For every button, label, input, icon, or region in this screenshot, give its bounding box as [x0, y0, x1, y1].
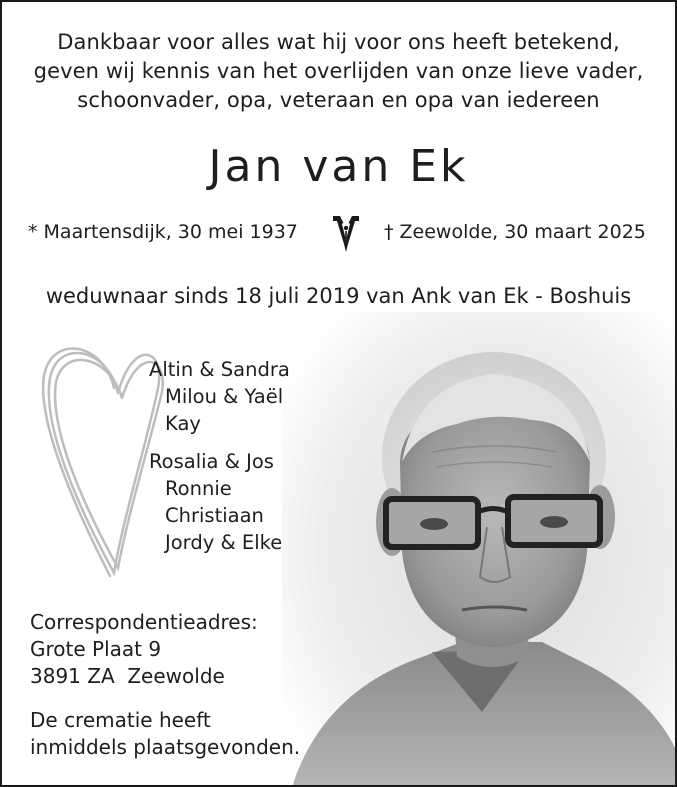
address-city: 3891 ZA Zeewolde	[30, 664, 225, 688]
birth-info: * Maartensdijk, 30 mei 1937	[28, 221, 298, 243]
veteran-emblem-icon	[331, 214, 361, 254]
portrait-photo	[282, 312, 677, 787]
intro-line: geven wij kennis van het overlijden van onze lieve vader,	[33, 59, 644, 83]
correspondence-address	[30, 609, 258, 690]
widower-note: weduwnaar sinds 18 juli 2019 van Ank van Ek - Boshuis	[45, 284, 632, 308]
address-label: Correspondentieadres:	[30, 610, 258, 634]
family-member: Milou & Yaël	[165, 385, 284, 408]
family-group	[149, 448, 290, 556]
family-group	[149, 356, 290, 437]
intro-line: Dankbaar voor alles wat hij voor ons heeft betekend,	[57, 30, 620, 54]
address-street: Grote Plaat 9	[30, 637, 162, 661]
deceased-name: Jan van Ek	[208, 141, 469, 192]
cremation-note	[30, 707, 300, 761]
cremation-line: De crematie heeft	[30, 708, 211, 732]
family-head: Rosalia & Jos	[149, 450, 274, 473]
life-dates	[2, 214, 675, 254]
death-info: † Zeewolde, 30 maart 2025	[384, 221, 646, 243]
intro-line: schoonvader, opa, veteraan en opa van iedereen	[77, 88, 600, 112]
family-member: Christiaan	[165, 504, 264, 527]
cremation-line: inmiddels plaatsgevonden.	[30, 735, 301, 759]
family-member: Jordy & Elke	[165, 531, 283, 554]
intro-text	[2, 28, 675, 115]
family-head: Altin & Sandra	[149, 358, 290, 381]
family-member: Kay	[165, 412, 201, 435]
family-member: Ronnie	[165, 477, 232, 500]
family-list	[149, 356, 290, 567]
